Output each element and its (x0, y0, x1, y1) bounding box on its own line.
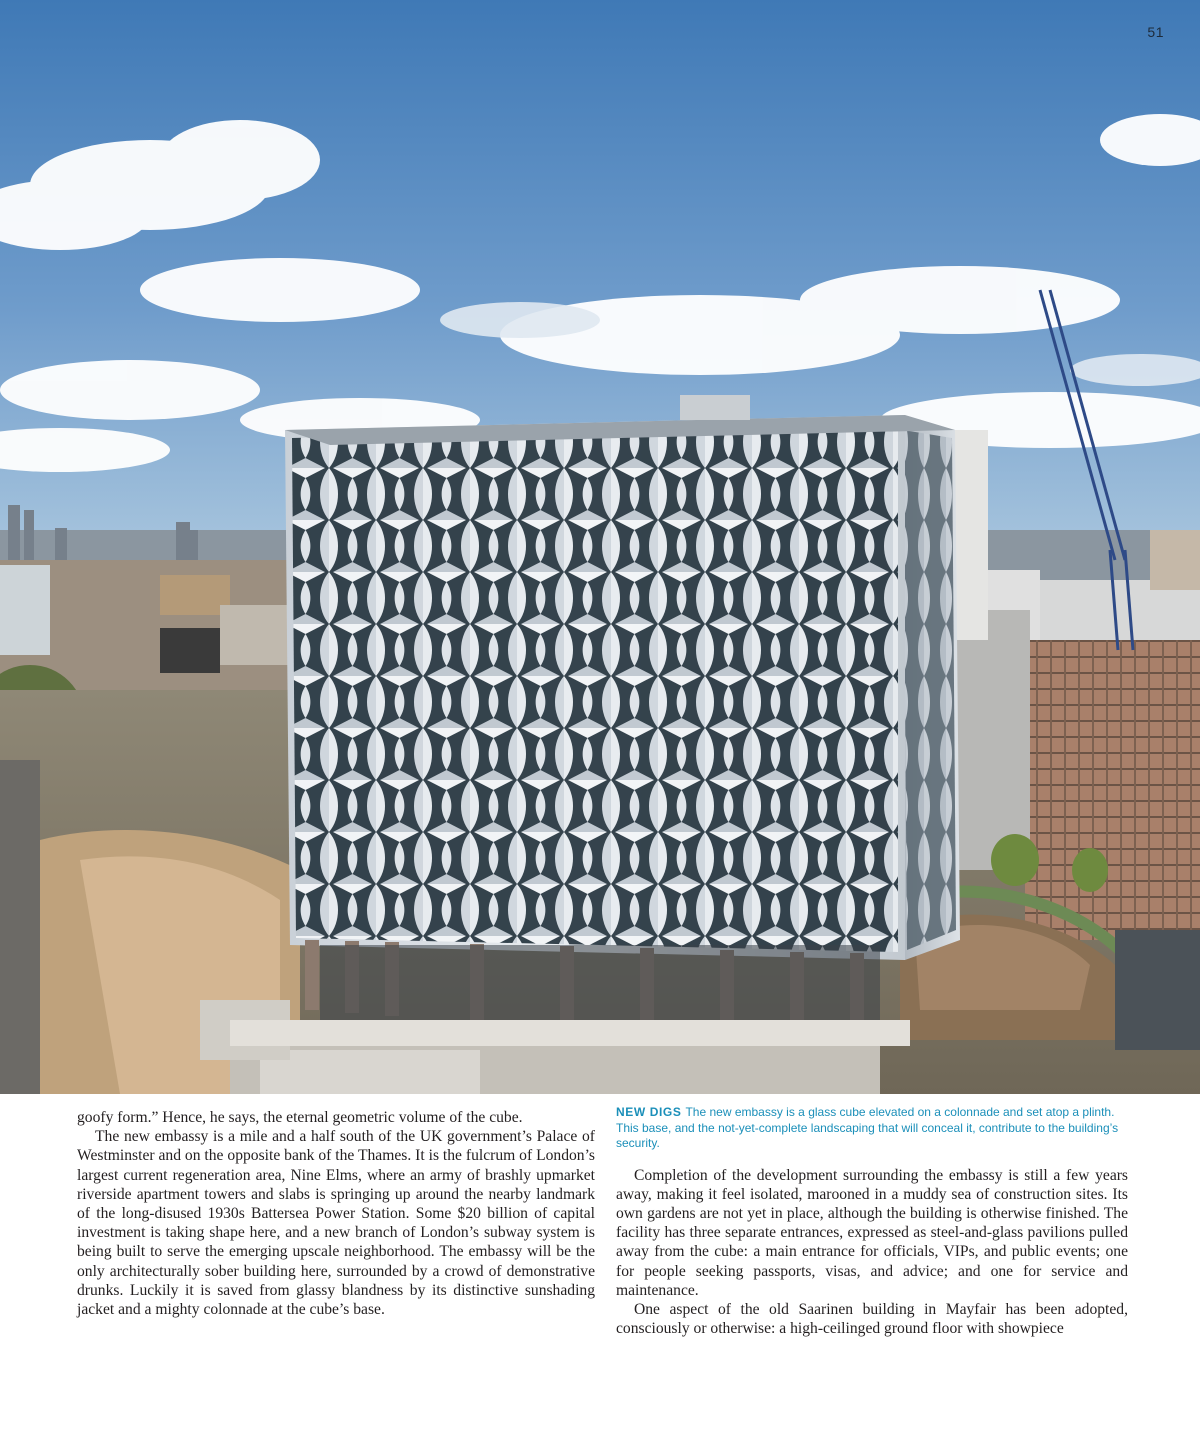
article-paragraph: One aspect of the old Saarinen building in Mayfair has been adopted, consciously or otherwise: a high-ceilinged ground floor with showpiece (616, 1300, 1128, 1338)
article-paragraph: goofy form.” Hence, he says, the eternal geometric volume of the cube. (77, 1109, 523, 1126)
article-right-column (616, 1105, 1128, 1338)
page-number: 51 (1147, 24, 1164, 40)
article-left-column (77, 1108, 595, 1319)
caption-heading: NEW DIGS (616, 1105, 682, 1119)
article-paragraph: Completion of the development surrounding the embassy is still a few years away, making it feel isolated, marooned in a muddy sea of construction sites. Its own gardens are not yet in place, although the building is otherwise finished. The facility has three separate entrances, expressed as steel-and-glass pavilions pulled away from the cube: a main entrance for officials, VIPs, and public events; one for people seeking passports, visas, and advice; and one for service and maintenance. (616, 1166, 1128, 1299)
photo-caption (616, 1105, 1128, 1152)
caption-text: The new embassy is a glass cube elevated on a colonnade and set atop a plinth. This base, and the not-yet-complete landscaping that will conceal it, contribute to the building’s security. (616, 1105, 1119, 1150)
article-paragraph: The new embassy is a mile and a half south of the UK government’s Palace of Westminster and on the opposite bank of the Thames. It is the fulcrum of London’s largest current regeneration area, Nine Elms, where an army of brashly upmarket riverside apartment towers and slabs is springing up around the nearby landmark of the long-disused 1930s Battersea Power Station. Some $20 billion of capital investment is taking shape here, and a new branch of London’s subway system is being built to serve the emerging upscale neighborhood. The embassy will be the only architecturally sober building here, surrounded by a crowd of demonstrative drunks. Luckily it is saved from glassy blandness by its distinctive sunshading jacket and a mighty colonnade at the cube’s base. (77, 1128, 595, 1319)
